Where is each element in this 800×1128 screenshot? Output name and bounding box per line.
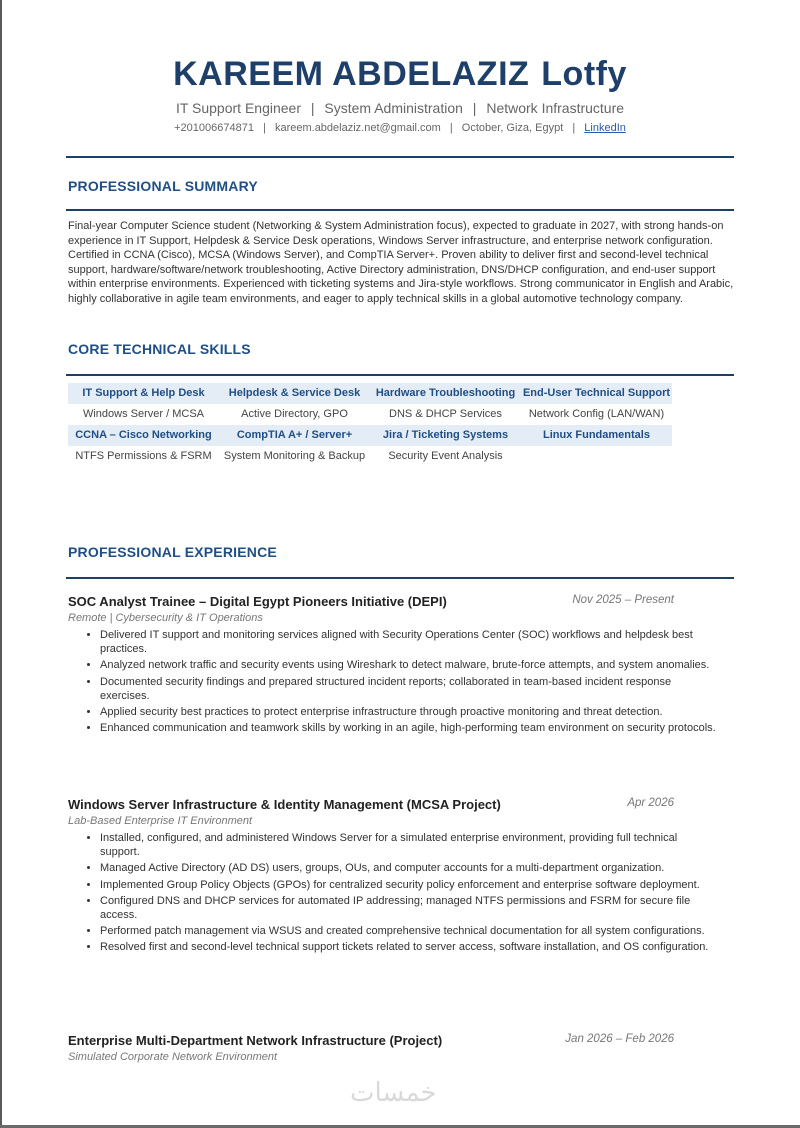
skill-cell-empty [521, 446, 672, 467]
job-date: Apr 2026 [627, 797, 674, 809]
contact-separator: | [572, 122, 576, 134]
bullet-item: • Analyzed network traffic and security events using Wireshark to detect malware, brute-force attempts, and system anomalies. [100, 658, 716, 672]
bullet-item: • Applied security best practices to protect enterprise infrastructure through proactive monitoring and threat detection. [100, 705, 716, 719]
skill-cell: CompTIA A+ / Server+ [219, 425, 370, 446]
job-bullets [68, 628, 716, 735]
skill-cell: Windows Server / MCSA [82, 408, 205, 420]
summary-heading: PROFESSIONAL SUMMARY [68, 178, 258, 194]
location: October, Giza, Egypt [461, 122, 564, 134]
bullet-item: • Delivered IT support and monitoring services aligned with Security Operations Center (SOC) workflows and helpdesk best practices. [100, 628, 716, 656]
skill-cell: IT Support & Help Desk [68, 383, 219, 404]
skills-divider [66, 374, 734, 376]
job-header [68, 593, 678, 611]
job-entry-network [68, 1032, 678, 1064]
skills-row [68, 404, 672, 425]
skill-cell: Network Config (LAN/WAN) [528, 408, 665, 420]
watermark: خمسات [350, 1078, 437, 1108]
contact-separator: | [449, 122, 453, 134]
tagline-role-1: IT Support Engineer [175, 100, 301, 116]
job-title: SOC Analyst Trainee – Digital Egypt Pioneers Initiative (DEPI) [68, 594, 447, 609]
job-entry-mcsa [68, 796, 709, 957]
header-divider [66, 156, 734, 158]
skill-cell: CCNA – Cisco Networking [68, 425, 219, 446]
resume-header [0, 52, 800, 134]
job-date: Jan 2026 – Feb 2026 [565, 1033, 674, 1045]
job-bullets [68, 831, 709, 955]
email: kareem.abdelaziz.net@gmail.com [274, 122, 441, 134]
bullet-item: • Installed, configured, and administered Windows Server for a simulated enterprise environment, providing full technical support. [100, 831, 716, 859]
tagline-role-2: System Administration [324, 100, 463, 116]
job-subtitle: Remote | Cybersecurity & IT Operations [68, 612, 263, 624]
page-edge-left [0, 0, 2, 1128]
tagline-separator: | [310, 100, 315, 116]
skill-cell: NTFS Permissions & FSRM [75, 450, 212, 462]
job-subtitle: Lab-Based Enterprise IT Environment [68, 815, 253, 827]
skill-cell: Hardware Troubleshooting [370, 383, 521, 404]
skills-row [68, 446, 672, 467]
tagline-role-3: Network Infrastructure [486, 100, 625, 116]
bullet-item: • Performed patch management via WSUS and created comprehensive technical documentation for all system configurations. [100, 924, 716, 938]
tagline [0, 100, 800, 116]
skill-cell: Jira / Ticketing Systems [370, 425, 521, 446]
bullet-item: • Managed Active Directory (AD DS) users, groups, OUs, and computer accounts for a multi-department organization. [100, 861, 716, 875]
bullet-item: • Resolved first and second-level technical support tickets related to server access, software installation, and OS configuration. [100, 940, 716, 954]
job-title: Enterprise Multi-Department Network Infrastructure (Project) [68, 1033, 443, 1048]
skills-row [68, 383, 672, 404]
name-first: KAREEM ABDELAZIZ [173, 55, 530, 93]
job-header [68, 796, 678, 814]
phone: +201006674871 [174, 122, 254, 134]
skills-table [68, 383, 672, 467]
contact-line [0, 122, 800, 134]
bullet-item: • Documented security findings and prepared structured incident reports; collaborated in team-based incident response exercises. [100, 675, 716, 703]
skill-cell: End-User Technical Support [521, 383, 672, 404]
job-title: Windows Server Infrastructure & Identity Management (MCSA Project) [68, 797, 501, 812]
contact-separator: | [263, 122, 266, 134]
job-date: Nov 2025 – Present [572, 594, 674, 606]
name-last: Lotfy [541, 55, 627, 93]
skill-cell: DNS & DHCP Services [389, 408, 502, 420]
skills-heading: CORE TECHNICAL SKILLS [68, 341, 251, 357]
tagline-separator: | [472, 100, 477, 116]
job-header [68, 1032, 678, 1050]
experience-heading: PROFESSIONAL EXPERIENCE [68, 544, 277, 560]
skill-cell: Security Event Analysis [388, 450, 503, 462]
skill-cell: Linux Fundamentals [521, 425, 672, 446]
bullet-item: • Enhanced communication and teamwork skills by working in an agile, high-performing team environment on security protocols. [100, 721, 716, 735]
skills-row [68, 425, 672, 446]
skill-cell: System Monitoring & Backup [223, 450, 366, 462]
skill-cell: Helpdesk & Service Desk [219, 383, 370, 404]
job-entry-soc [68, 593, 716, 737]
summary-text: Final-year Computer Science student (Networking & System Administration focus), expected to graduate in 2027, with strong hands-on experience in IT Support, Helpdesk & Service Desk operations, Windows Server infrastructure, and enterprise network configuration. Certified in CCNA (Cisco), MCSA (Windows Server), and CompTIA Server+. Proven ability to deliver first and second-level technical support, hardware/software/network troubleshooting, Active Directory administration, DNS/DHCP configuration, and end-user support within enterprise environments. Experienced with ticketing systems and Jira-style workflows. Strong communicator in English and Arabic, highly collaborative in agile team environments, and eager to apply technical skills in a global automotive technology company. [68, 220, 734, 305]
bullet-item: • Configured DNS and DHCP services for automated IP addressing; managed NTFS permissions and FSRM for secure file access. [100, 894, 716, 922]
experience-divider [66, 577, 734, 579]
bullet-item: • Implemented Group Policy Objects (GPOs) for centralized security policy enforcement and enterprise software deployment. [100, 878, 716, 892]
skill-cell: Active Directory, GPO [241, 408, 348, 420]
candidate-name [0, 52, 800, 96]
job-subtitle: Simulated Corporate Network Environment [68, 1051, 278, 1063]
summary-divider [66, 209, 734, 211]
linkedin-link[interactable]: LinkedIn [584, 122, 626, 134]
